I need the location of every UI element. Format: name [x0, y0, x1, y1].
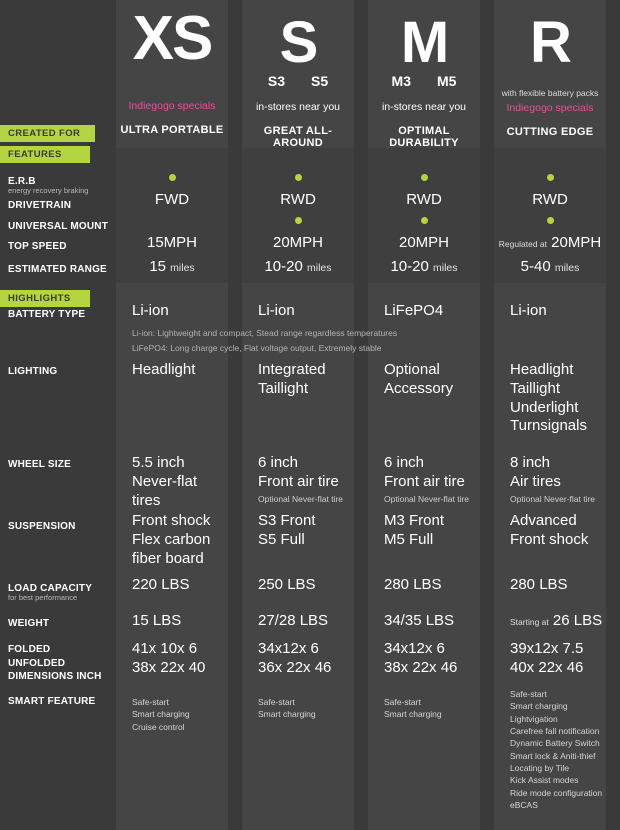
- submodel-m3: M3: [391, 73, 411, 89]
- lighting-line: Turnsignals: [510, 417, 587, 435]
- smart-feature-item: Smart charging: [384, 709, 442, 720]
- suspension-line: Flex carbon: [132, 530, 211, 548]
- smart-feature-item: Locating by Tile: [510, 762, 570, 773]
- column-header-s: [242, 0, 354, 149]
- erb-dot-s: [295, 174, 302, 181]
- tag-features: [0, 144, 90, 163]
- load-capacity-value-xs: 220 LBS: [132, 576, 190, 593]
- battery-note-liion: Li-ion: Lightweight and compact, Stead range regardless temperatures: [132, 328, 398, 338]
- dimensions-line-unfolded: 38x 22x 40: [132, 658, 206, 676]
- lighting-line: Taillight: [510, 379, 561, 397]
- suspension-line: S3 Front: [258, 512, 316, 529]
- submodels-s: [242, 73, 354, 89]
- row-label-wheel-size: WHEEL SIZE: [8, 459, 71, 470]
- smart-feature-item: Dynamic Battery Switch: [510, 738, 600, 749]
- range-unit-m: miles: [433, 262, 458, 274]
- dimensions-line-folded: 41x 10x 6: [132, 640, 198, 657]
- tag-created-for-label: CREATED FOR: [0, 125, 95, 142]
- row-label-load-capacity: [0, 583, 92, 603]
- top-speed-value-xs: 15MPH: [146, 234, 198, 251]
- wheel-size-note-r: Optional Never-flat tire: [510, 493, 596, 504]
- smart-feature-list-r: [510, 688, 614, 811]
- range-unit-s: miles: [307, 262, 332, 274]
- load-capacity-value-s: 250 LBS: [258, 576, 316, 593]
- suspension-line: S5 Full: [258, 530, 305, 548]
- column-header-r: [494, 0, 606, 138]
- tag-features-label: FEATURES: [0, 146, 90, 163]
- smart-feature-list-s: [258, 696, 358, 721]
- created-for-s: GREAT ALL-AROUND: [263, 125, 333, 149]
- smart-feature-list-m: [384, 696, 484, 721]
- dimensions-line-folded: 34x12x 6: [258, 640, 319, 657]
- smart-feature-item: Carefree fall notification: [510, 725, 600, 736]
- battery-type-value-r: Li-ion: [510, 302, 547, 319]
- smart-feature-item: Smart charging: [258, 709, 316, 720]
- column-header-m: [368, 0, 480, 149]
- tag-highlights: [0, 288, 90, 307]
- wheel-size-line: Front air tire: [384, 472, 465, 490]
- wheel-size-value-m: [384, 454, 484, 505]
- range-number-m: 10-20: [390, 258, 429, 275]
- range-number-xs: 15: [149, 258, 166, 275]
- wheel-size-line: Never-flat: [132, 472, 198, 490]
- row-label-universal-mount: UNIVERSAL MOUNT: [8, 221, 109, 232]
- lighting-value-r: [510, 361, 606, 436]
- erb-dot-xs: [169, 174, 176, 181]
- row-label-smart-feature: SMART FEATURE: [8, 696, 96, 707]
- tag-highlights-label: HIGHLIGHTS: [0, 290, 90, 307]
- wheel-size-note-s: Optional Never-flat tire: [258, 493, 344, 504]
- smart-feature-item: Ride mode configuration: [510, 787, 603, 798]
- smart-feature-item: Smart charging: [132, 709, 190, 720]
- battery-type-value-m: LiFePO4: [384, 302, 444, 319]
- row-label-erb: [0, 176, 88, 196]
- dimensions-value-m: [384, 640, 484, 678]
- lighting-value-m: [384, 361, 480, 399]
- universal-mount-dot-r: [547, 217, 554, 224]
- tag-created-for: [0, 123, 95, 142]
- dimensions-value-r: [510, 640, 610, 678]
- smart-feature-item: Safe-start: [258, 697, 295, 707]
- suspension-value-r: [510, 512, 610, 550]
- lighting-line: Optional: [384, 361, 440, 378]
- row-label-suspension: SUSPENSION: [8, 521, 76, 532]
- wheel-size-line: 6 inch: [384, 454, 425, 471]
- submodel-s3: S3: [267, 73, 285, 89]
- submodel-s5: S5: [311, 73, 329, 89]
- range-number-r: 5-40: [520, 258, 551, 275]
- range-value-s: [242, 258, 354, 277]
- top-speed-value-m: 20MPH: [398, 234, 450, 251]
- availability-xs: Indiegogo specials: [128, 100, 216, 112]
- model-letter-s: S: [279, 10, 317, 75]
- drivetrain-value-r: RWD: [532, 191, 568, 208]
- dimensions-line-unfolded: 36x 22x 46: [258, 658, 332, 676]
- range-value-r: [494, 258, 606, 277]
- row-label-erb-text: E.R.B: [8, 176, 36, 187]
- weight-value-s: 27/28 LBS: [258, 612, 329, 629]
- top-speed-number-r: 20MPH: [551, 234, 602, 251]
- row-label-load-capacity-text: LOAD CAPACITY: [8, 583, 93, 594]
- smart-feature-item: Smart lock & Aniti-thief: [510, 750, 596, 761]
- drivetrain-value-m: RWD: [406, 191, 442, 208]
- suspension-line: Front shock: [132, 512, 211, 529]
- dimensions-line-folded: 34x12x 6: [384, 640, 445, 657]
- row-label-lighting: LIGHTING: [8, 366, 58, 377]
- range-value-m: [368, 258, 480, 277]
- weight-value-m: 34/35 LBS: [384, 612, 455, 629]
- lighting-line: Underlight: [510, 398, 579, 416]
- suspension-value-m: [384, 512, 484, 550]
- smart-feature-item: eBCAS: [510, 799, 538, 810]
- submodel-m5: M5: [437, 73, 457, 89]
- weight-prefix-r: Starting at: [510, 617, 549, 627]
- suspension-line: fiber board: [132, 549, 204, 567]
- weight-value-r: [510, 612, 602, 631]
- suspension-line: M3 Front: [384, 512, 445, 529]
- smart-feature-item: Safe-start: [510, 689, 547, 699]
- top-speed-prefix-r: Regulated at: [498, 239, 547, 249]
- wheel-size-line: tires: [132, 491, 161, 509]
- drivetrain-value-xs: FWD: [154, 191, 190, 208]
- battery-type-value-xs: Li-ion: [132, 302, 169, 319]
- universal-mount-dot-s: [295, 217, 302, 224]
- availability-m: in-stores near you: [381, 101, 467, 113]
- wheel-size-note-m: Optional Never-flat tire: [384, 493, 470, 504]
- row-label-estimated-range: ESTIMATED RANGE: [8, 264, 107, 275]
- weight-number-r: 26 LBS: [552, 612, 603, 629]
- row-label-load-capacity-sub: for best performance: [8, 593, 78, 602]
- load-capacity-value-m: 280 LBS: [384, 576, 442, 593]
- dimensions-line-unfolded: 40x 22x 46: [510, 658, 584, 676]
- smart-feature-item: Cruise control: [132, 721, 185, 732]
- lighting-value-xs: [132, 361, 228, 380]
- created-for-xs: ULTRA PORTABLE: [120, 124, 224, 136]
- smart-feature-list-xs: [132, 696, 232, 733]
- lighting-line: Taillight: [258, 379, 309, 397]
- smart-feature-item: Smart charging: [510, 701, 568, 712]
- row-label-weight: WEIGHT: [8, 618, 50, 629]
- model-letter-r: R: [530, 10, 570, 75]
- wheel-size-line: Front air tire: [258, 472, 339, 490]
- wheel-size-line: 6 inch: [258, 454, 299, 471]
- availability-r: Indiegogo specials: [506, 102, 594, 115]
- suspension-value-s: [258, 512, 358, 550]
- dimensions-value-xs: [132, 640, 232, 678]
- created-for-m: OPTIMAL DURABILITY: [389, 125, 459, 149]
- range-number-s: 10-20: [264, 258, 303, 275]
- range-unit-r: miles: [554, 262, 580, 274]
- row-label-erb-sub: energy recovery braking: [8, 186, 89, 195]
- row-label-drivetrain: DRIVETRAIN: [8, 200, 72, 211]
- wheel-size-value-xs: [132, 454, 228, 510]
- row-label-battery-type: BATTERY TYPE: [8, 309, 86, 320]
- model-letter-m: M: [400, 10, 448, 75]
- wheel-size-line: 5.5 inch: [132, 454, 185, 471]
- wheel-size-line: 8 inch: [510, 454, 551, 471]
- erb-dot-m: [421, 174, 428, 181]
- dimensions-line-folded: 39x12x 7.5: [510, 640, 584, 657]
- range-value-xs: [116, 258, 228, 277]
- suspension-value-xs: [132, 512, 232, 568]
- load-capacity-value-r: 280 LBS: [510, 576, 568, 593]
- suspension-line: Front shock: [510, 530, 589, 548]
- row-label-dimensions: FOLDED UNFOLDED DIMENSIONS INCH: [8, 644, 102, 682]
- top-speed-value-s: 20MPH: [272, 234, 324, 251]
- smart-feature-item: Safe-start: [384, 697, 421, 707]
- wheel-size-line: Air tires: [510, 472, 561, 490]
- smart-feature-item: Kick Assist modes: [510, 775, 579, 786]
- lighting-line: Integrated: [258, 361, 326, 378]
- top-speed-value-r: [494, 234, 606, 253]
- column-header-xs: [116, 0, 228, 136]
- drivetrain-value-s: RWD: [280, 191, 316, 208]
- dimensions-value-s: [258, 640, 358, 678]
- availability-s: in-stores near you: [255, 101, 341, 113]
- lighting-line: Headlight: [510, 361, 574, 378]
- row-label-top-speed: TOP SPEED: [8, 241, 67, 252]
- model-subnote-r: with flexible battery packs: [501, 88, 599, 98]
- lighting-value-s: [258, 361, 354, 399]
- wheel-size-value-r: [510, 454, 610, 505]
- wheel-size-value-s: [258, 454, 358, 505]
- submodels-m: [368, 73, 480, 89]
- smart-feature-item: Safe-start: [132, 697, 169, 707]
- lighting-line: Headlight: [132, 361, 196, 378]
- battery-note-lifepo4: LiFePO4: Long charge cycle, Flat voltage output, Extremely stable: [132, 343, 382, 353]
- lighting-line: Accessory: [384, 379, 454, 397]
- suspension-line: Advanced: [510, 512, 577, 529]
- weight-value-xs: 15 LBS: [132, 612, 182, 629]
- universal-mount-dot-m: [421, 217, 428, 224]
- erb-dot-r: [547, 174, 554, 181]
- suspension-line: M5 Full: [384, 530, 434, 548]
- smart-feature-item: Lightvigation: [510, 713, 558, 724]
- model-letter-xs: XS: [132, 4, 212, 73]
- dimensions-line-unfolded: 38x 22x 46: [384, 658, 458, 676]
- range-unit-xs: miles: [170, 262, 195, 274]
- battery-type-value-s: Li-ion: [258, 302, 295, 319]
- created-for-r: CUTTING EDGE: [506, 126, 594, 139]
